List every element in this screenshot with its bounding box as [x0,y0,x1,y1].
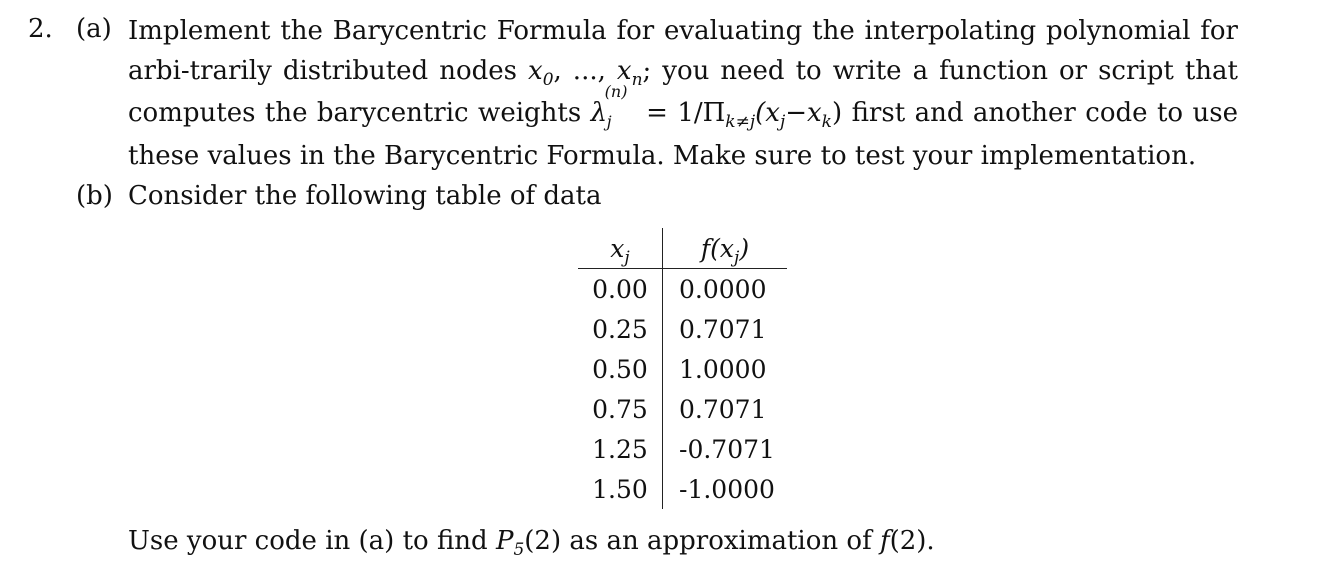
weight-formula: = $1/\Pi_{k\ne j}(x_j-x_k)$ [636,98,843,132]
table-header-row [578,228,787,269]
table-row [578,429,787,469]
table-row [578,269,787,310]
cell-x: 0.50 [578,349,663,389]
cell-x: 0.00 [578,269,663,310]
table-row [578,389,787,429]
part-a-text-3: first and another code to use these values in the Barycentric Formula. Make sure to test your implementation. [128,98,1238,171]
cell-f: 0.7071 [679,394,767,424]
problem-number: 2. [28,14,53,44]
part-a-text [128,12,1238,176]
part-a-label: (a) [76,14,112,44]
cell-f: 0.7071 [679,314,767,344]
cell-f: -1.0000 [679,474,775,504]
conclusion-text: Use your code in (a) to find $P_5(2)$ as an approximation of f(2). [128,526,935,560]
cell-x: 1.50 [578,469,663,509]
table-row [578,469,787,509]
cell-f: 0.0000 [679,274,767,304]
table-row [578,309,787,349]
header-xj: $x_j$ [578,228,663,269]
header-fxj: $f(x_j)$ [663,228,788,269]
part-b-label: (b) [76,181,113,211]
p5: $P_5$ [495,526,525,560]
nodes-ellipsis: , ..., [553,55,617,86]
cell-f: -0.7071 [679,434,775,464]
f-symbol: f [879,526,890,556]
part-a-text-1: Implement the Barycentric Formula for evaluating the interpolating polynomial for arbi-trarily distributed nodes [128,16,1238,86]
part-b-text: Consider the following table of data [128,181,602,211]
cell-x: 0.75 [578,389,663,429]
lambda-weight: λ (n) j [590,82,628,131]
data-table [578,228,787,509]
cell-x: 0.25 [578,309,663,349]
table-row [578,349,787,389]
cell-x: 1.25 [578,429,663,469]
part-a-text-2: ; you need to write a function or script that computes the barycentric weights [128,55,1238,128]
cell-f: 1.0000 [679,354,767,384]
node-x0: $x_0$ [528,55,554,90]
node-xn: $x_n$ [616,55,643,90]
